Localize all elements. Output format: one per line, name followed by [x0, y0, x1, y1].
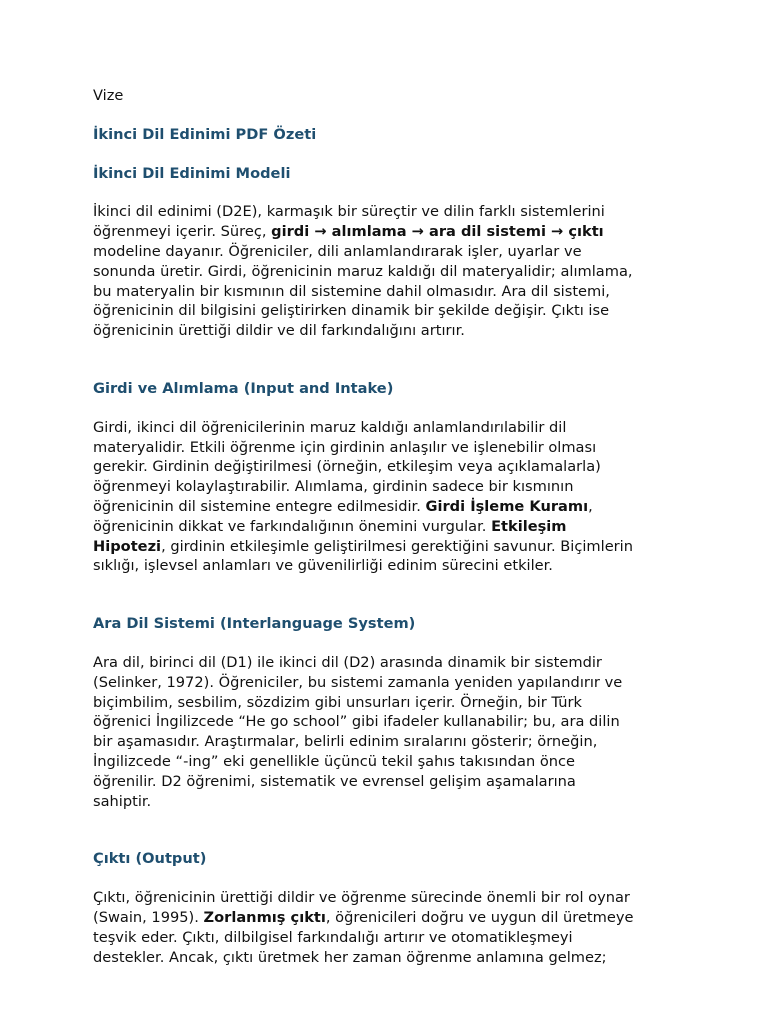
text-line: öğrenmeyi içerir. Süreç, girdi → alımlama → ara dil sistemi → çıktı: [93, 223, 604, 241]
text-line: bu materyalin bir kısmının dil sistemine dahil olmasıdır. Ara dil sistemi,: [93, 282, 610, 300]
section-heading-output: Çıktı (Output): [93, 850, 207, 868]
document-page: [93, 86, 683, 986]
text-line: öğrenicinin dikkat ve farkındalığının önemini vurgular. Etkileşim: [93, 517, 567, 535]
text-line: Hipotezi, girdinin etkileşimle geliştirilmesi gerektiğini savunur. Biçimlerin: [93, 537, 633, 555]
top-label: Vize: [93, 87, 124, 104]
text-line: modeline dayanır. Öğreniciler, dili anlamlandırarak işler, uyarlar ve: [93, 242, 582, 260]
text-line: öğrenicinin ürettiği dildir ve dil farkındalığını artırır.: [93, 322, 465, 340]
emphasis-hypothesis: Hipotezi: [93, 537, 162, 555]
text-line: sonunda üretir. Girdi, öğrenicinin maruz kaldığı dil materyalidir; alımlama,: [93, 262, 633, 280]
document-title: İkinci Dil Edinimi PDF Özeti: [93, 125, 317, 143]
section-heading-interlanguage: Ara Dil Sistemi (Interlanguage System): [93, 615, 416, 633]
text-line: İkinci dil edinimi (D2E), karmaşık bir süreçtir ve dilin farklı sistemlerini: [93, 203, 605, 221]
emphasis-pushed-output: Zorlanmış çıktı: [203, 908, 326, 926]
text-line: sahiptir.: [93, 792, 152, 810]
text-line: (Selinker, 1972). Öğreniciler, bu sistemi zamanla yeniden yapılandırır ve: [93, 673, 623, 691]
text-line: öğrenilir. D2 öğrenimi, sistematik ve evrensel gelişim aşamalarına: [93, 772, 576, 790]
emphasis-model-flow: girdi → alımlama → ara dil sistemi → çıktı: [271, 223, 604, 241]
text-line: öğrenicinin dil sistemine entegre edilmesidir. Girdi İşleme Kuramı,: [93, 497, 593, 515]
text-line: (Swain, 1995). Zorlanmış çıktı, öğrenicileri doğru ve uygun dil üretmeye: [93, 908, 634, 926]
text-line: teşvik eder. Çıktı, dilbilgisel farkındalığı artırır ve otomatikleşmeyi: [93, 928, 573, 946]
text-line: İngilizcede “-ing” eki genellikle üçüncü tekil şahıs takısından önce: [93, 752, 576, 770]
emphasis-input-processing: Girdi İşleme Kuramı: [425, 497, 589, 515]
emphasis-interaction: Etkileşim: [491, 517, 567, 535]
section-heading-input-intake: Girdi ve Alımlama (Input and Intake): [93, 379, 394, 397]
text-line: Çıktı, öğrenicinin ürettiği dildir ve öğrenme sürecinde önemli bir rol oynar: [93, 889, 630, 907]
text-line: destekler. Ancak, çıktı üretmek her zaman öğrenme anlamına gelmez;: [93, 948, 607, 966]
text-line: sıklığı, işlevsel anlamları ve güvenilirliği edinim sürecini etkiler.: [93, 557, 553, 575]
text-line: Ara dil, birinci dil (D1) ile ikinci dil (D2) arasında dinamik bir sistemdir: [93, 653, 602, 671]
section-heading-model: İkinci Dil Edinimi Modeli: [93, 164, 291, 182]
text-line: öğrenicinin dil bilgisini geliştirirken dinamik bir şekilde değişir. Çıktı ise: [93, 302, 610, 320]
text-line: Girdi, ikinci dil öğrenicilerinin maruz kaldığı anlamlandırılabilir dil: [93, 418, 567, 436]
text-line: öğrenici İngilizcede “He go school” gibi ifadeler kullanabilir; bu, ara dilin: [93, 713, 620, 731]
text-line: öğrenmeyi kolaylaştırabilir. Alımlama, girdinin sadece bir kısmının: [93, 478, 574, 496]
text-line: gerekir. Girdinin değiştirilmesi (örneğin, etkileşim veya açıklamalarla): [93, 458, 601, 476]
text-line: bir aşamasıdır. Araştırmalar, belirli edinim sıralarını gösterir; örneğin,: [93, 733, 598, 751]
text-line: biçimbilim, sesbilim, sözdizim gibi unsurları içerir. Örneğin, bir Türk: [93, 693, 582, 711]
text-line: materyalidir. Etkili öğrenme için girdinin anlaşılır ve işlenebilir olması: [93, 438, 597, 456]
